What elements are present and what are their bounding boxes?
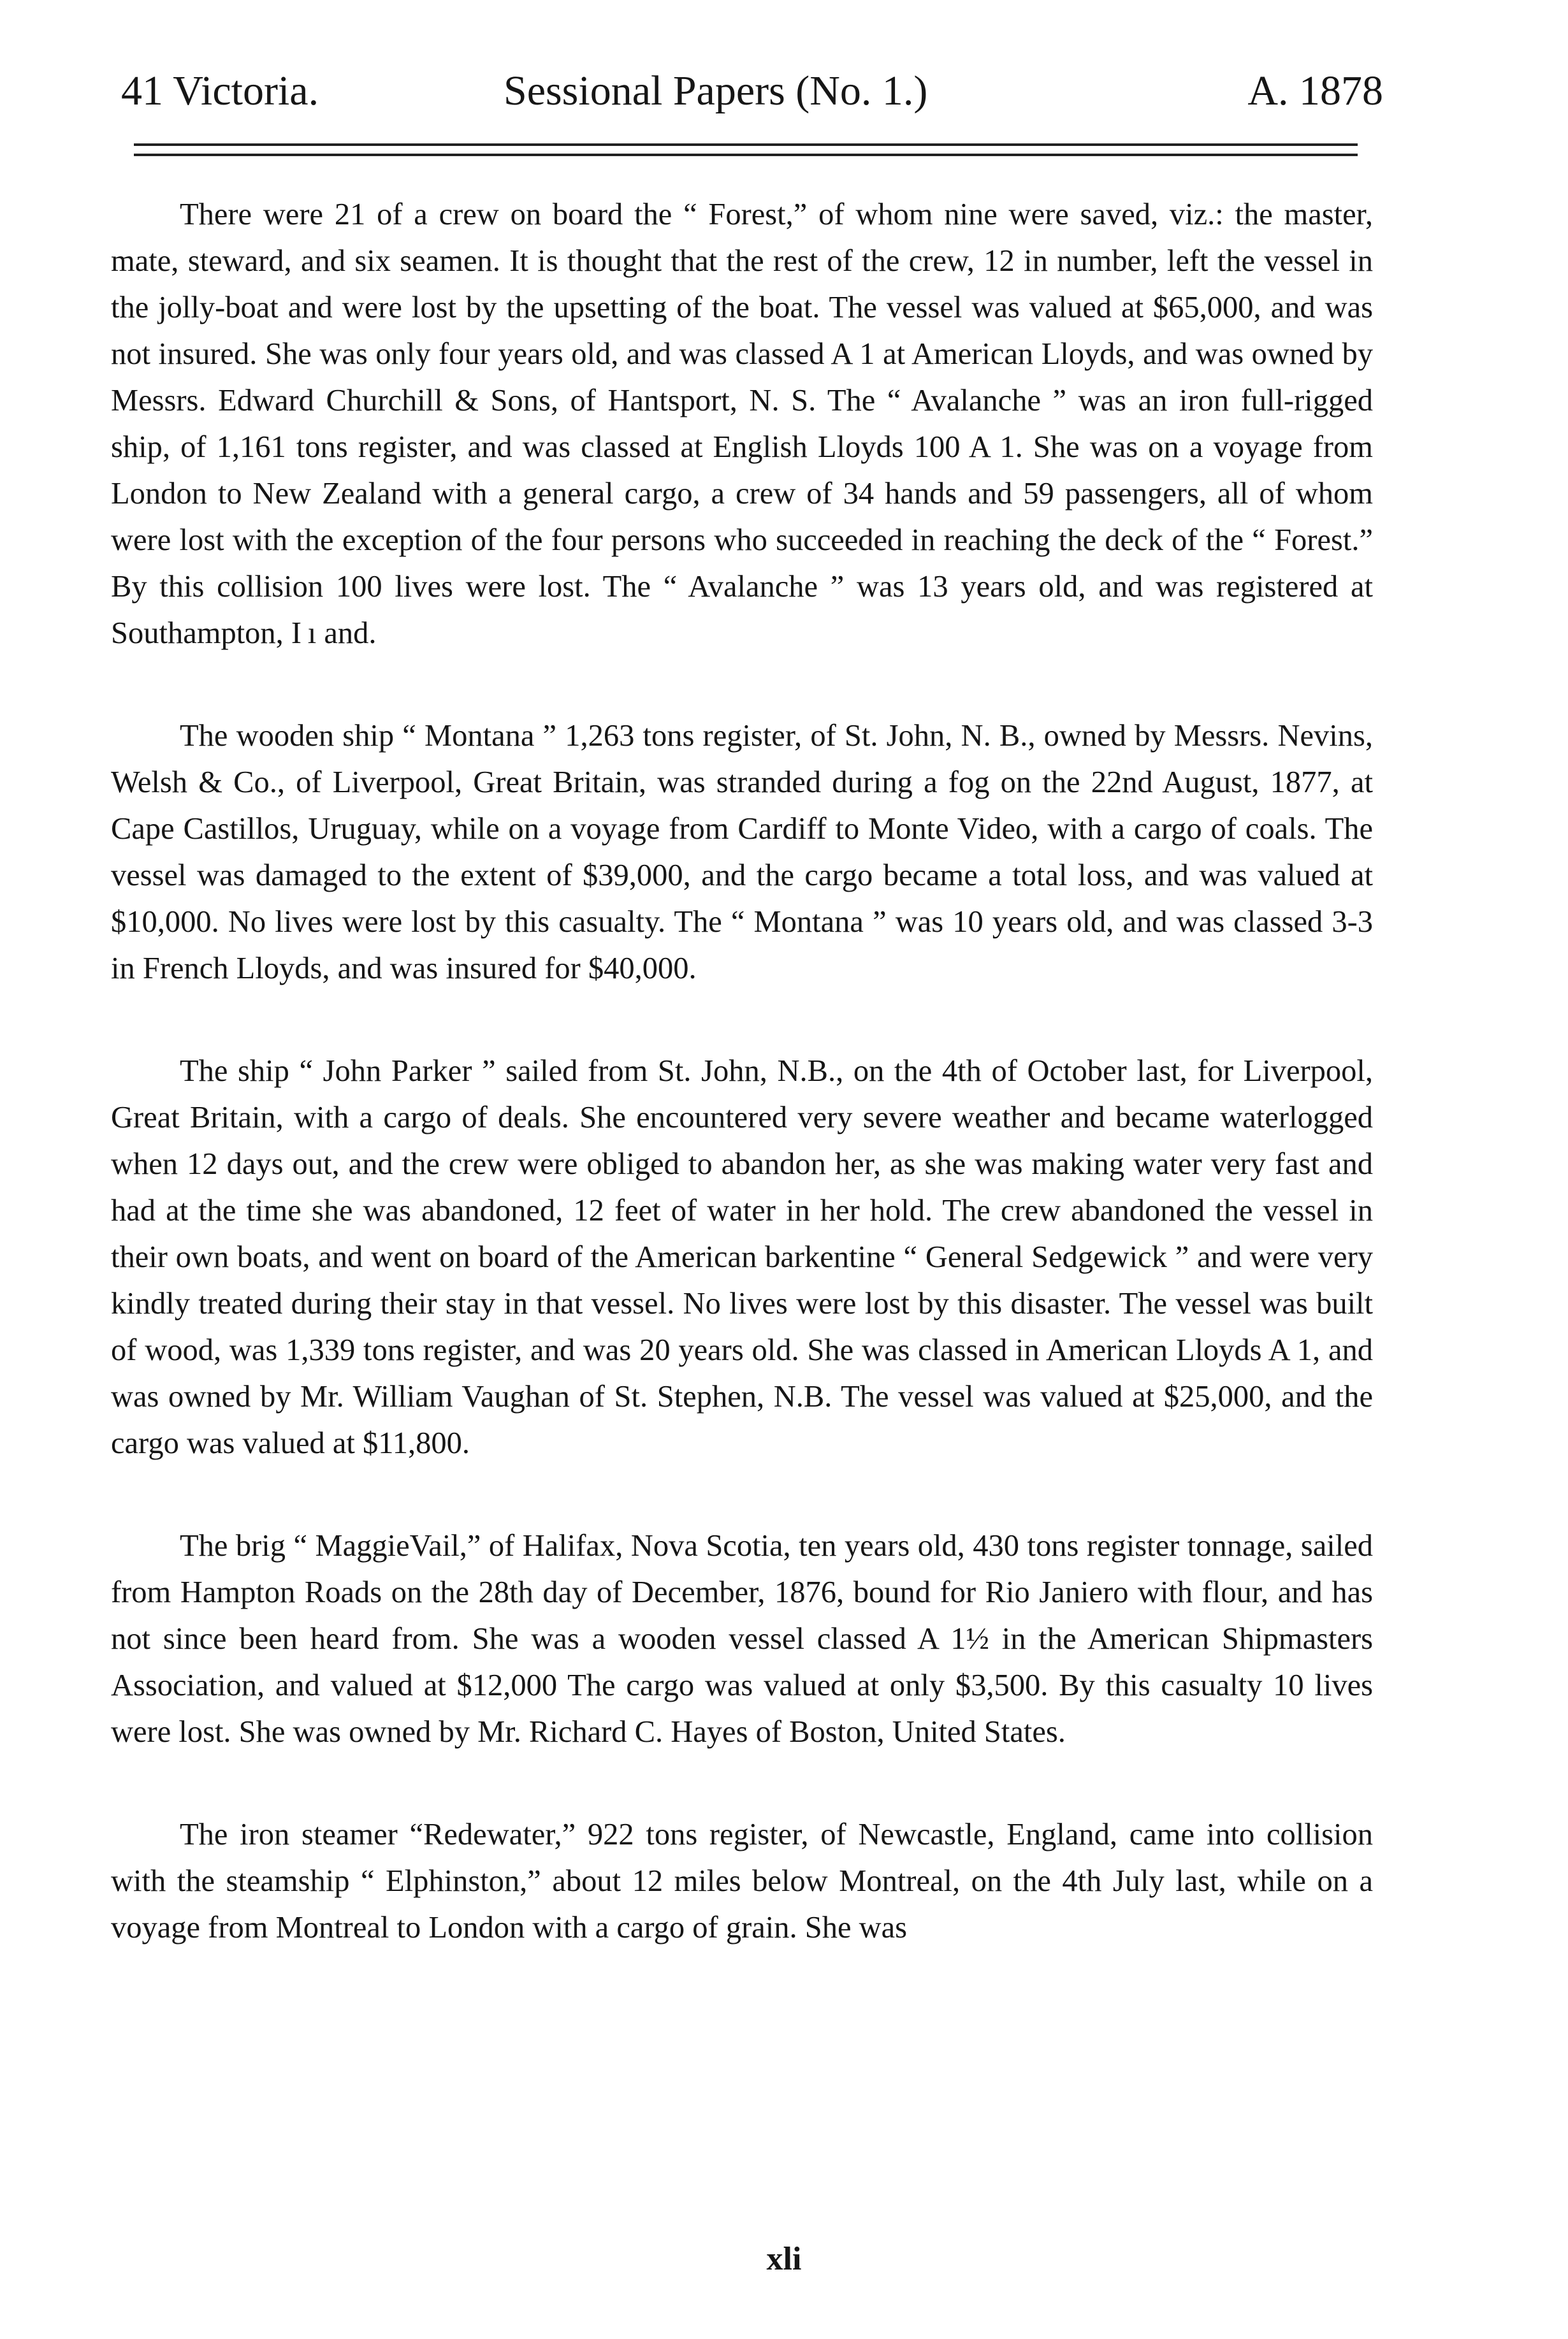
paragraph-redewater: The iron steamer “Redewater,” 922 tons register, of Newcastle, England, came into collision with the steamship “ Elphinston,” about 12 miles below Montreal, on the 4th July last, while on a voyage from Montreal to London with a cargo of grain. She was: [111, 1818, 1373, 1944]
paragraph-forest-avalanche: There were 21 of a crew on board the “ Forest,” of whom nine were saved, viz.: the master, mate, steward, and six seamen. It is thought that the rest of the crew, 12 in number, left the vessel in the jolly-boat and were lost by the upsetting of the boat. The vessel was valued at $65,000, and was not insured. She was only four years old, and was classed A 1 at American Lloyds, and was owned by Messrs. Edward Churchill & Sons, of Hantsport, N. S. The “ Avalanche ” was an iron full-rigged ship, of 1,161 tons register, and was classed at English Lloyds 100 A 1. She was on a voyage from London to New Zealand with a general cargo, a crew of 34 hands and 59 passengers, all of whom were lost with the exception of the four persons who succeeded in reaching the deck of the “ Forest.” By this collision 100 lives were lost. The “ Avalanche ” was 13 years old, and was registered at Southampton, I ı and.: [111, 198, 1373, 650]
header-rule-top: [134, 143, 1358, 146]
page-number: xli: [766, 2241, 802, 2277]
paragraph-john-parker: The ship “ John Parker ” sailed from St. John, N.B., on the 4th of October last, for Liverpool, Great Britain, with a cargo of deals. She encountered very severe weather and became waterlogged when 12 days out, and the crew were obliged to abandon her, as she was making water very fast and had at the time she was abandoned, 12 feet of water in her hold. The crew abandoned the vessel in their own boats, and went on board of the American barkentine “ General Sedgewick ” and were very kindly treated during their stay in that vessel. No lives were lost by this disaster. The vessel was built of wood, was 1,339 tons register, and was 20 years old. She was classed in American Lloyds A 1, and was owned by Mr. William Vaughan of St. Stephen, N.B. The vessel was valued at $25,000, and the cargo was valued at $11,800.: [111, 1054, 1373, 1460]
header-title: Sessional Papers (No. 1.): [504, 68, 928, 114]
main-text: [111, 191, 1373, 2007]
paragraph-maggie-vail: The brig “ MaggieVail,” of Halifax, Nova Scotia, ten years old, 430 tons register tonnage, sailed from Hampton Roads on the 28th day of December, 1876, bound for Rio Janiero with flour, and has not since been heard from. She was a wooden vessel classed A 1½ in the American Shipmasters Association, and valued at $12,000 The cargo was valued at only $3,500. By this casualty 10 lives were lost. She was owned by Mr. Richard C. Hayes of Boston, United States.: [111, 1529, 1373, 1749]
header-rule-bottom: [134, 154, 1358, 156]
paragraph-montana: The wooden ship “ Montana ” 1,263 tons register, of St. John, N. B., owned by Messrs. Nevins, Welsh & Co., of Liverpool, Great Britain, was stranded during a fog on the 22nd August, 1877, at Cape Castillos, Uruguay, while on a voyage from Cardiff to Monte Video, with a cargo of coals. The vessel was damaged to the extent of $39,000, and the cargo became a total loss, and was valued at $10,000. No lives were lost by this casualty. The “ Montana ” was 10 years old, and was classed 3-3 in French Lloyds, and was insured for $40,000.: [111, 719, 1373, 985]
header-session: 41 Victoria.: [121, 68, 319, 114]
running-header: [121, 67, 1383, 124]
header-year: A. 1878: [1247, 68, 1383, 114]
